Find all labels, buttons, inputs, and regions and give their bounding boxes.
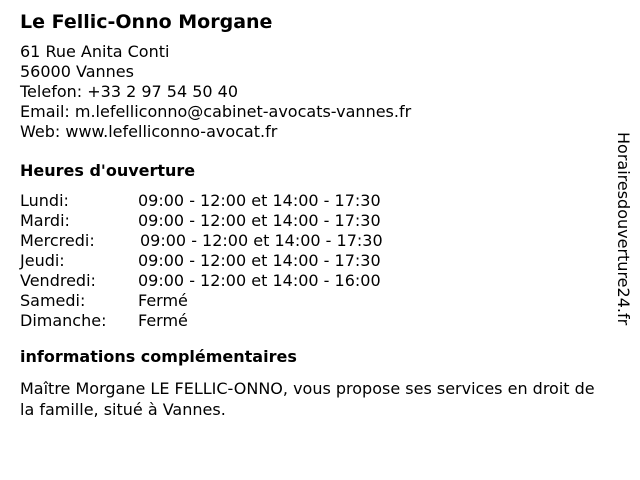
hours-row-saturday [20,291,610,311]
hours-row-sunday [20,311,610,331]
hours-row-wednesday [20,231,610,251]
hours-row-friday [20,271,610,291]
hours-row-monday [20,191,610,211]
hours-day: Dimanche: [20,311,107,330]
hours-row-thursday [20,251,610,271]
hours-day: Mercredi: [20,231,95,250]
hours-time: 09:00 - 12:00 et 14:00 - 17:30 [138,251,381,270]
opening-hours-heading: Heures d'ouverture [20,161,196,180]
opening-hours-table [20,191,610,331]
business-card [20,10,610,420]
hours-day: Lundi: [20,191,69,210]
hours-time: Fermé [138,311,188,330]
hours-day: Samedi: [20,291,86,310]
hours-day: Jeudi: [20,251,65,270]
address-line-street: 61 Rue Anita Conti [20,42,170,61]
hours-time: 09:00 - 12:00 et 14:00 - 17:30 [138,211,381,230]
hours-row-tuesday [20,211,610,231]
business-name: Le Fellic-Onno Morgane [20,11,273,33]
hours-time: 09:00 - 12:00 et 14:00 - 16:00 [138,271,381,290]
hours-time: 09:00 - 12:00 et 14:00 - 17:30 [140,231,383,250]
web-line: Web: www.lefelliconno-avocat.fr [20,122,278,141]
site-watermark: Horairesdouverture24.fr [614,132,633,326]
hours-time: Fermé [138,291,188,310]
phone-line: Telefon: +33 2 97 54 50 40 [20,82,239,101]
hours-day: Vendredi: [20,271,96,290]
hours-day: Mardi: [20,211,70,230]
additional-info-heading: informations complémentaires [20,347,297,366]
email-line: Email: m.lefelliconno@cabinet-avocats-vannes.fr [20,102,412,121]
additional-info-text: Maître Morgane LE FELLIC-ONNO, vous propose ses services en droit de la famille, situé à Vannes. [20,379,595,419]
address-line-city: 56000 Vannes [20,62,134,81]
hours-time: 09:00 - 12:00 et 14:00 - 17:30 [138,191,381,210]
